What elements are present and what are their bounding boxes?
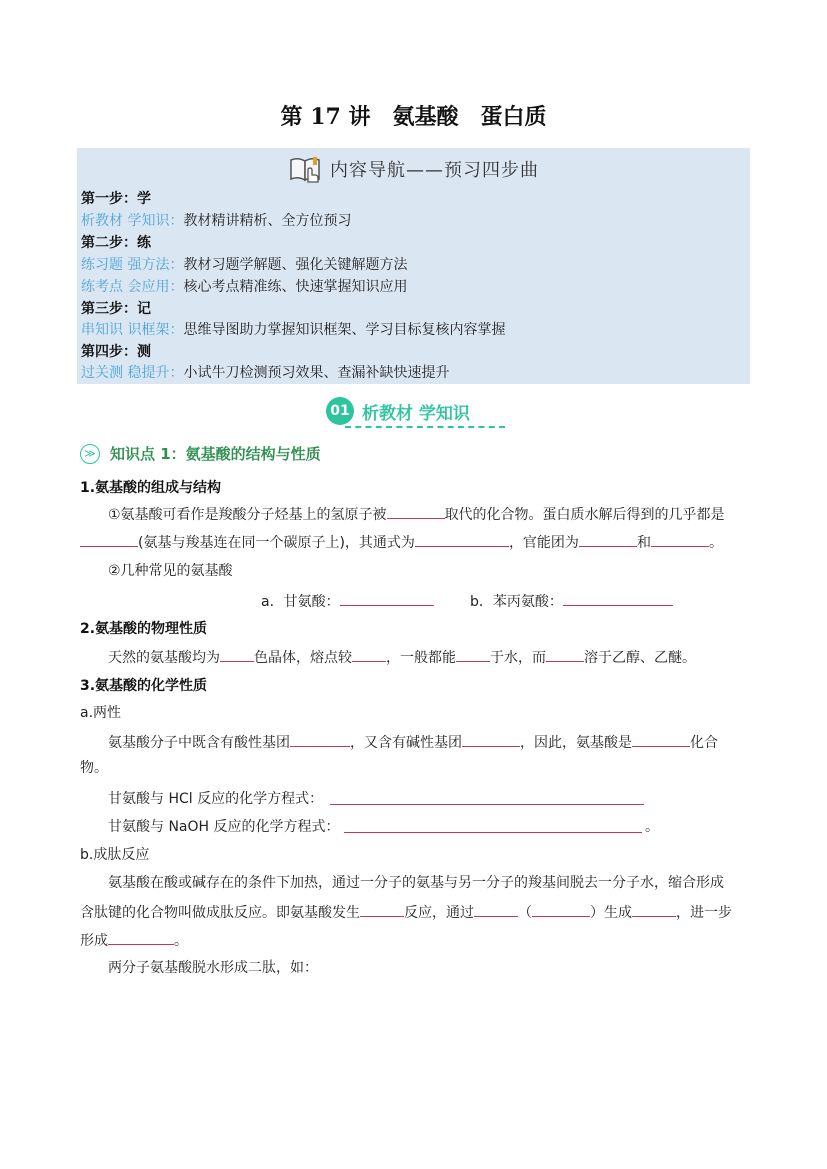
answer-blank — [220, 646, 254, 662]
book-hand-icon — [288, 154, 324, 184]
answer-line-hcl — [330, 804, 644, 805]
nav-title: 内容导航——预习四步曲 — [330, 160, 539, 181]
answer-blank — [108, 929, 174, 945]
section-number: 01 — [326, 397, 354, 425]
answer-blank — [387, 503, 445, 519]
answer-blank — [532, 901, 590, 917]
sub-heading-a: a.两性 — [80, 705, 122, 721]
section-heading-2: 2.氨基酸的物理性质 — [80, 621, 208, 637]
answer-blank — [80, 531, 138, 547]
answer-blank — [632, 731, 690, 747]
glycine-line: a．甘氨酸： — [261, 590, 434, 612]
answer-blank — [563, 590, 673, 606]
section-heading-3: 3.氨基酸的化学性质 — [80, 678, 208, 694]
section-label: 析教材 学知识 — [362, 403, 470, 424]
paragraph-3b-2: 含肽键的化合物叫做成肽反应。即氨基酸发生 反应，通过 （ ）生成 ，进一步 — [80, 901, 732, 923]
knowledge-point-heading — [80, 443, 321, 464]
phenylalanine-line: b．苯丙氨酸： — [470, 590, 673, 612]
nav-header — [77, 152, 750, 186]
nav-item-3: 练考点 会应用：核心考点精准练、快速掌握知识应用 — [81, 279, 408, 295]
nav-item-2: 练习题 强方法：教材习题学解题、强化关键解题方法 — [81, 257, 408, 273]
hcl-equation-label: 甘氨酸与 HCl 反应的化学方程式： — [108, 791, 324, 807]
content-navigation-box — [77, 148, 750, 384]
nav-item-5: 过关测 稳提升：小试牛刀检测预习效果、查漏补缺快速提升 — [81, 365, 450, 381]
paragraph-2: 天然的氨基酸均为 色晶体，熔点较 ，一般都能 于水，而 溶于乙醇、乙醚。 — [108, 646, 696, 668]
answer-blank — [546, 646, 584, 662]
answer-blank — [456, 646, 490, 662]
nav-item-4: 串知识 识框架：思维导图助力掌握知识框架、学习目标复核内容掌握 — [81, 322, 506, 338]
nav-step-2: 第二步：练 — [81, 235, 151, 251]
paragraph-1a: ①氨基酸可看作是羧酸分子烃基上的氢原子被 取代的化合物。蛋白质水解后得到的几乎都是 — [108, 503, 725, 525]
nav-step-3: 第三步：记 — [81, 301, 151, 317]
answer-blank — [462, 731, 520, 747]
answer-blank — [360, 901, 404, 917]
sub-heading-b: b.成肽反应 — [80, 847, 150, 863]
section-heading-1: 1.氨基酸的组成与结构 — [80, 480, 222, 496]
answer-blank — [290, 731, 350, 747]
nav-step-4: 第四步：测 — [81, 344, 151, 360]
answer-blank — [579, 531, 637, 547]
nav-step-1: 第一步：学 — [81, 191, 151, 207]
paragraph-3b-4: 两分子氨基酸脱水形成二肽，如： — [108, 960, 318, 976]
section-divider — [345, 426, 505, 428]
paragraph-3b-3: 形成 。 — [80, 929, 188, 951]
naoh-equation-label: 甘氨酸与 NaOH 反应的化学方程式： — [108, 819, 340, 835]
paragraph-3a-cont: 物。 — [80, 760, 108, 776]
paragraph-3b-1: 氨基酸在酸或碱存在的条件下加热，通过一分子的氨基与另一分子的羧基间脱去一分子水，缩合形成 — [108, 875, 724, 891]
answer-blank — [415, 531, 509, 547]
answer-line-naoh — [344, 832, 642, 833]
naoh-end: 。 — [645, 819, 659, 835]
paragraph-1c: ②几种常见的氨基酸 — [108, 563, 233, 579]
answer-blank — [340, 590, 434, 606]
answer-blank — [632, 901, 676, 917]
nav-item-1: 析教材 学知识：教材精讲精析、全方位预习 — [81, 213, 352, 229]
answer-blank — [352, 646, 386, 662]
answer-blank — [474, 901, 518, 917]
double-chevron-icon: ≫ — [80, 444, 100, 464]
paragraph-1b: (氨基与羧基连在同一个碳原子上)，其通式为 ，官能团为 和 。 — [80, 531, 723, 553]
knowledge-point-title: 知识点 1：氨基酸的结构与性质 — [110, 445, 321, 463]
section-badge — [326, 396, 470, 426]
paragraph-3a: 氨基酸分子中既含有酸性基团 ，又含有碱性基团 ，因此，氨基酸是 化合 — [108, 731, 718, 753]
page-title: 第 17 讲 氨基酸 蛋白质 — [280, 104, 547, 130]
answer-blank — [651, 531, 709, 547]
